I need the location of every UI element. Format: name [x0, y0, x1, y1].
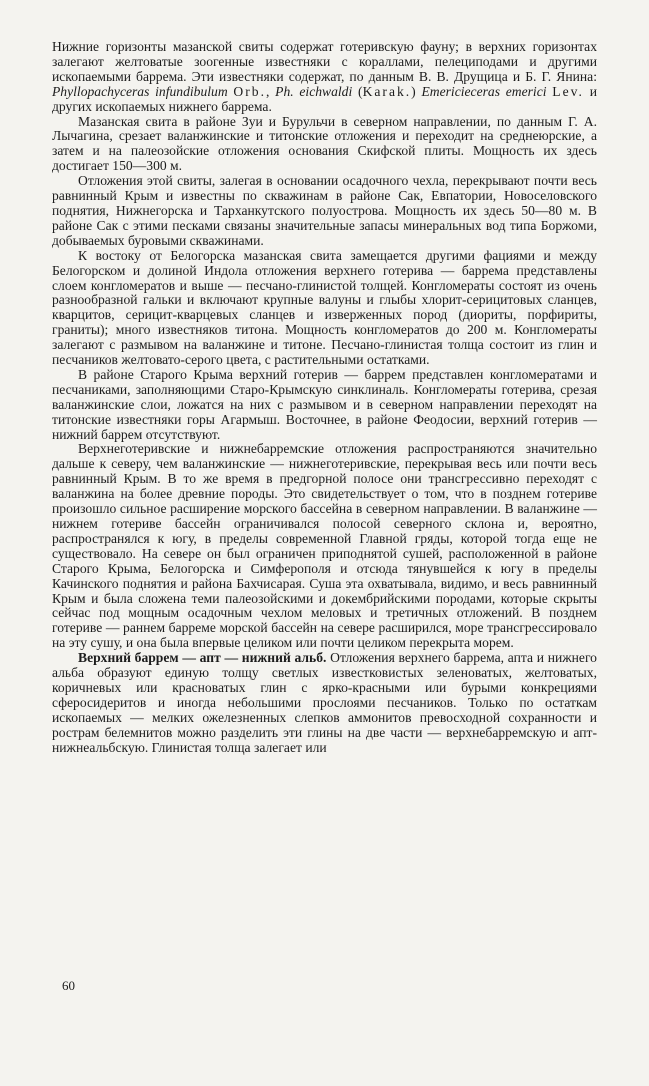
author-name: Lev.	[552, 83, 584, 99]
author-name: Orb.	[233, 83, 266, 99]
paragraph	[52, 368, 597, 443]
text-run: Нижние горизонты мазанской свиты содержат готеривскую фауну; в верхних горизонтах залегают желтоватые зоогенные известняки с кораллами, пелециподами и другими ископаемыми баррема. Эти известняки содержат, по данным В. В. Друщица и Б. Г. Янина:	[52, 39, 597, 84]
section-heading: Верхний баррем — апт — нижний альб.	[78, 650, 327, 666]
text-run: ,	[265, 83, 276, 99]
body-text	[52, 40, 597, 756]
page-number: 60	[62, 978, 75, 993]
paragraph	[52, 174, 597, 249]
paragraph	[52, 442, 597, 651]
text-run: Отложения этой свиты, залегая в основании осадочного чехла, перекрывают почти весь равнинный Крым и известны по скважинам в районе Сак, Евпатории, Новоселовского поднятия, Нижнегорска и Тарханкутского полуострова. Мощность их здесь 50—80 м. В районе Сак с этими песками связаны значительные запасы минеральных вод типа Боржоми, добываемых буровыми скважинами.	[52, 173, 597, 248]
species-name: Ph. eichwaldi	[275, 83, 353, 99]
paragraph	[52, 249, 597, 368]
text-run: )	[411, 83, 422, 99]
species-name: Emericieceras emerici	[421, 83, 547, 99]
species-name: Phyllopachyceras infundibulum	[52, 83, 228, 99]
text-run: Верхнеготеривские и нижнебарремские отложения распространяются значительно дальше к северу, чем валанжинские — нижнеготеривские, перекрывая весь или почти весь равнинный Крым. В то же время в предгорной полосе они трансгрессивно переходят с валанжина на более древние породы. Это свидетельствует о том, что в позднем готериве произошло сильное расширение морского бассейна в северном направлении. В валанжине — нижнем готериве бассейн ограничивался полосой северного склона и, вероятно, распространялся к югу, в пределы современной Главной гряды, которой тогда еще не существовало. На севере он был ограничен приподнятой сушей, расположенной в районе Старого Крыма, Белогорска и Симферополя и отсюда тянувшейся к югу в пределы Качинского поднятия и района Бахчисарая. Суша эта охватывала, видимо, и весь равнинный Крым и была сложена теми палеозойскими и докембрийскими породами, которые скрыты сейчас под мощным осадочным чехлом меловых и третичных отложений. В позднем готериве — раннем барреме морской бассейн на севере расширился, море трансгрессировало на эту сушу, и она была впервые целиком или почти целиком перекрыта морем.	[52, 441, 597, 651]
text-run: и других ископаемых нижнего баррема.	[52, 83, 597, 114]
paragraph	[52, 40, 597, 115]
author-name: Karak.	[362, 83, 412, 99]
paragraph	[52, 115, 597, 175]
text-run: К востоку от Белогорска мазанская свита замещается другими фациями и между Белогорском и долиной Индола отложения верхнего готерива — баррема представлены слоем конгломератов и выше — песчано-глинистой толщей. Конгломераты состоят из очень разнообразной гальки и включают крупные валуны и глыбы хлорит-серицитовых сланцев, кварцитов, серицит-кварцевых сланцев и изверженных пород (диориты, порфириты, граниты); много известняков титона. Мощность конгломератов до 200 м. Конгломераты залегают с размывом на валанжине и титоне. Песчано-глинистая толща состоит из глин и песчаников желтовато-серого цвета, с растительными остатками.	[52, 247, 597, 368]
text-run: (	[352, 83, 363, 99]
text-run: Мазанская свита в районе Зуи и Бурульчи в северном направлении, по данным Г. А. Лычагина, срезает валанжинские и титонские отложения и переходит на среднеюрские, а затем и на палеозойские отложения основания Скифской плиты. Мощность их здесь достигает 150—300 м.	[52, 113, 597, 174]
text-run: В районе Старого Крыма верхний готерив — баррем представлен конгломератами и песчаниками, заполняющими Старо-Крымскую синклиналь. Конгломераты готерива, срезая валанжинские слои, ложатся на них с размывом и в северном направлении переходят на титонские известняки горы Агармыш. Восточнее, в районе Феодосии, верхний готерив — нижний баррем отсутствуют.	[52, 366, 597, 442]
text-run: Отложения верхнего баррема, апта и нижнего альба образуют единую толщу светлых известковистых зеленоватых, желтоватых, коричневых или красноватых глин с ярко-красными или бурыми конкрециями сферосидеритов и иногда небольшими прослоями песчаников. Только по остаткам ископаемых — мелких ожелезненных слепков аммонитов превосходной сохранности и рострам белемнитов можно разделить эти глины на две части — верхнебарремскую и апт-нижнеальбскую. Глинистая толща залегает или	[52, 650, 597, 755]
paragraph	[52, 651, 597, 755]
